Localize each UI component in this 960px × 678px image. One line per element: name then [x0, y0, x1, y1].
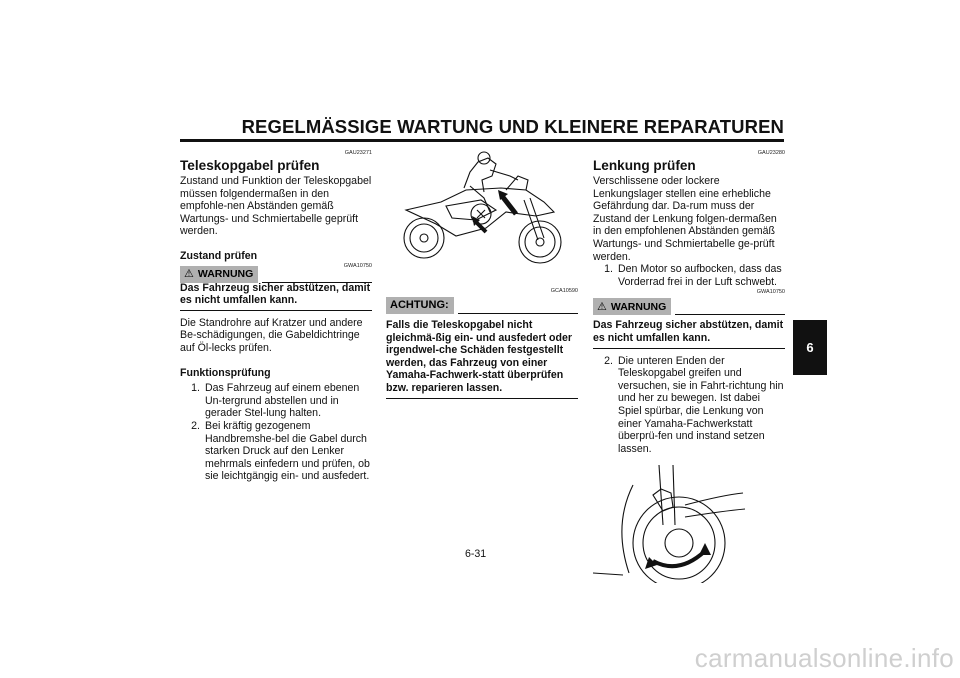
- chapter-tab: 6: [793, 320, 827, 375]
- warning-badge: [180, 266, 258, 283]
- doc-code: GCA10590: [550, 288, 578, 294]
- doc-code: GAU23280: [757, 150, 785, 156]
- caution-rule: [458, 313, 578, 314]
- caution-text: Falls die Teleskopgabel nicht gleichmä-ßig ein- und ausfedert oder irgendwel-che Schäden festgestellt werden, das Fahrzeug von einer Yamaha-Fachwerk-statt überprüfen bzw. reparieren lassen.: [386, 319, 578, 399]
- doc-code: GAU23271: [344, 150, 372, 156]
- front-wheel-steering-illustration: [593, 465, 785, 583]
- section-title-steering: Lenkung prüfen: [593, 158, 696, 173]
- warning-text: Das Fahrzeug sicher abstützen, damit es nicht umfallen kann.: [180, 282, 372, 311]
- list-item: 1. Den Motor so aufbocken, dass das Vorderrad frei in der Luft schwebt.: [604, 263, 782, 288]
- column-fork-check: [180, 150, 372, 483]
- steering-intro: Verschlissene oder lockere Lenkungslager stellen eine erhebliche Gefährdung dar. Da-rum muss der Zustand der Lenkung folgen-dermaßen in den empfohlenen Abständen gemäß Wartungs- und Schmiertabelle ge-prüft werden.: [593, 175, 777, 263]
- list-item: 2. Bei kräftig gezogenem Handbremshe-bel die Gabel durch starken Druck auf den Lenker mehrmals einfedern und prüfen, ob sie leichtgängig ein- und ausfedert.: [191, 419, 370, 483]
- doc-code: GWA10750: [756, 289, 785, 296]
- header-rule: [180, 139, 784, 142]
- warning-header: [593, 298, 785, 315]
- warning-label: WARNUNG: [610, 300, 667, 313]
- column-caution: [386, 150, 578, 399]
- list-item: 2. Die unteren Enden der Teleskopgabel greifen und versuchen, sie in Fahrt-richtung hin und her zu bewegen. Ist dabei Spiel spürbar, die Lenkung von einer Yamaha-Fachwerkstatt überprü-fen und instand setzen lassen.: [604, 354, 784, 455]
- page-number: 6-31: [465, 548, 487, 560]
- warning-rule: [675, 314, 785, 315]
- doc-code: GWA10750: [343, 262, 372, 269]
- warning-badge: [593, 298, 671, 315]
- condition-text: Die Standrohre auf Kratzer und andere Be-schädigungen, die Gabeldichtringe auf Öl-lecks prüfen.: [180, 316, 363, 354]
- warning-text: Das Fahrzeug sicher abstützen, damit es nicht umfallen kann.: [593, 319, 785, 348]
- subheading-function: Funktionsprüfung: [180, 366, 271, 379]
- motorcycle-fork-illustration: [386, 150, 578, 282]
- subheading-condition: Zustand prüfen: [180, 249, 258, 262]
- caution-badge: [386, 297, 454, 314]
- caution-header: [386, 297, 578, 314]
- page-header-title: REGELMÄSSIGE WARTUNG UND KLEINERE REPARATUREN: [241, 116, 784, 137]
- watermark: carmanualsonline.info: [694, 643, 954, 673]
- caution-label: ACHTUNG:: [390, 299, 449, 312]
- fork-intro: Zustand und Funktion der Teleskopgabel müssen folgendermaßen in den empfohle-nen Abständen gemäß Wartungs- und Schmiertabelle geprüft werden.: [180, 175, 372, 238]
- list-item: 1. Das Fahrzeug auf einem ebenen Un-tergrund abstellen und in gerader Stel-lung halten.: [191, 382, 360, 420]
- warning-triangle-icon: ⚠: [184, 267, 194, 280]
- column-steering-check: [593, 150, 785, 583]
- warning-label: WARNUNG: [197, 267, 254, 280]
- warning-triangle-icon: ⚠: [597, 300, 607, 313]
- section-title-fork: Teleskopgabel prüfen: [180, 158, 320, 173]
